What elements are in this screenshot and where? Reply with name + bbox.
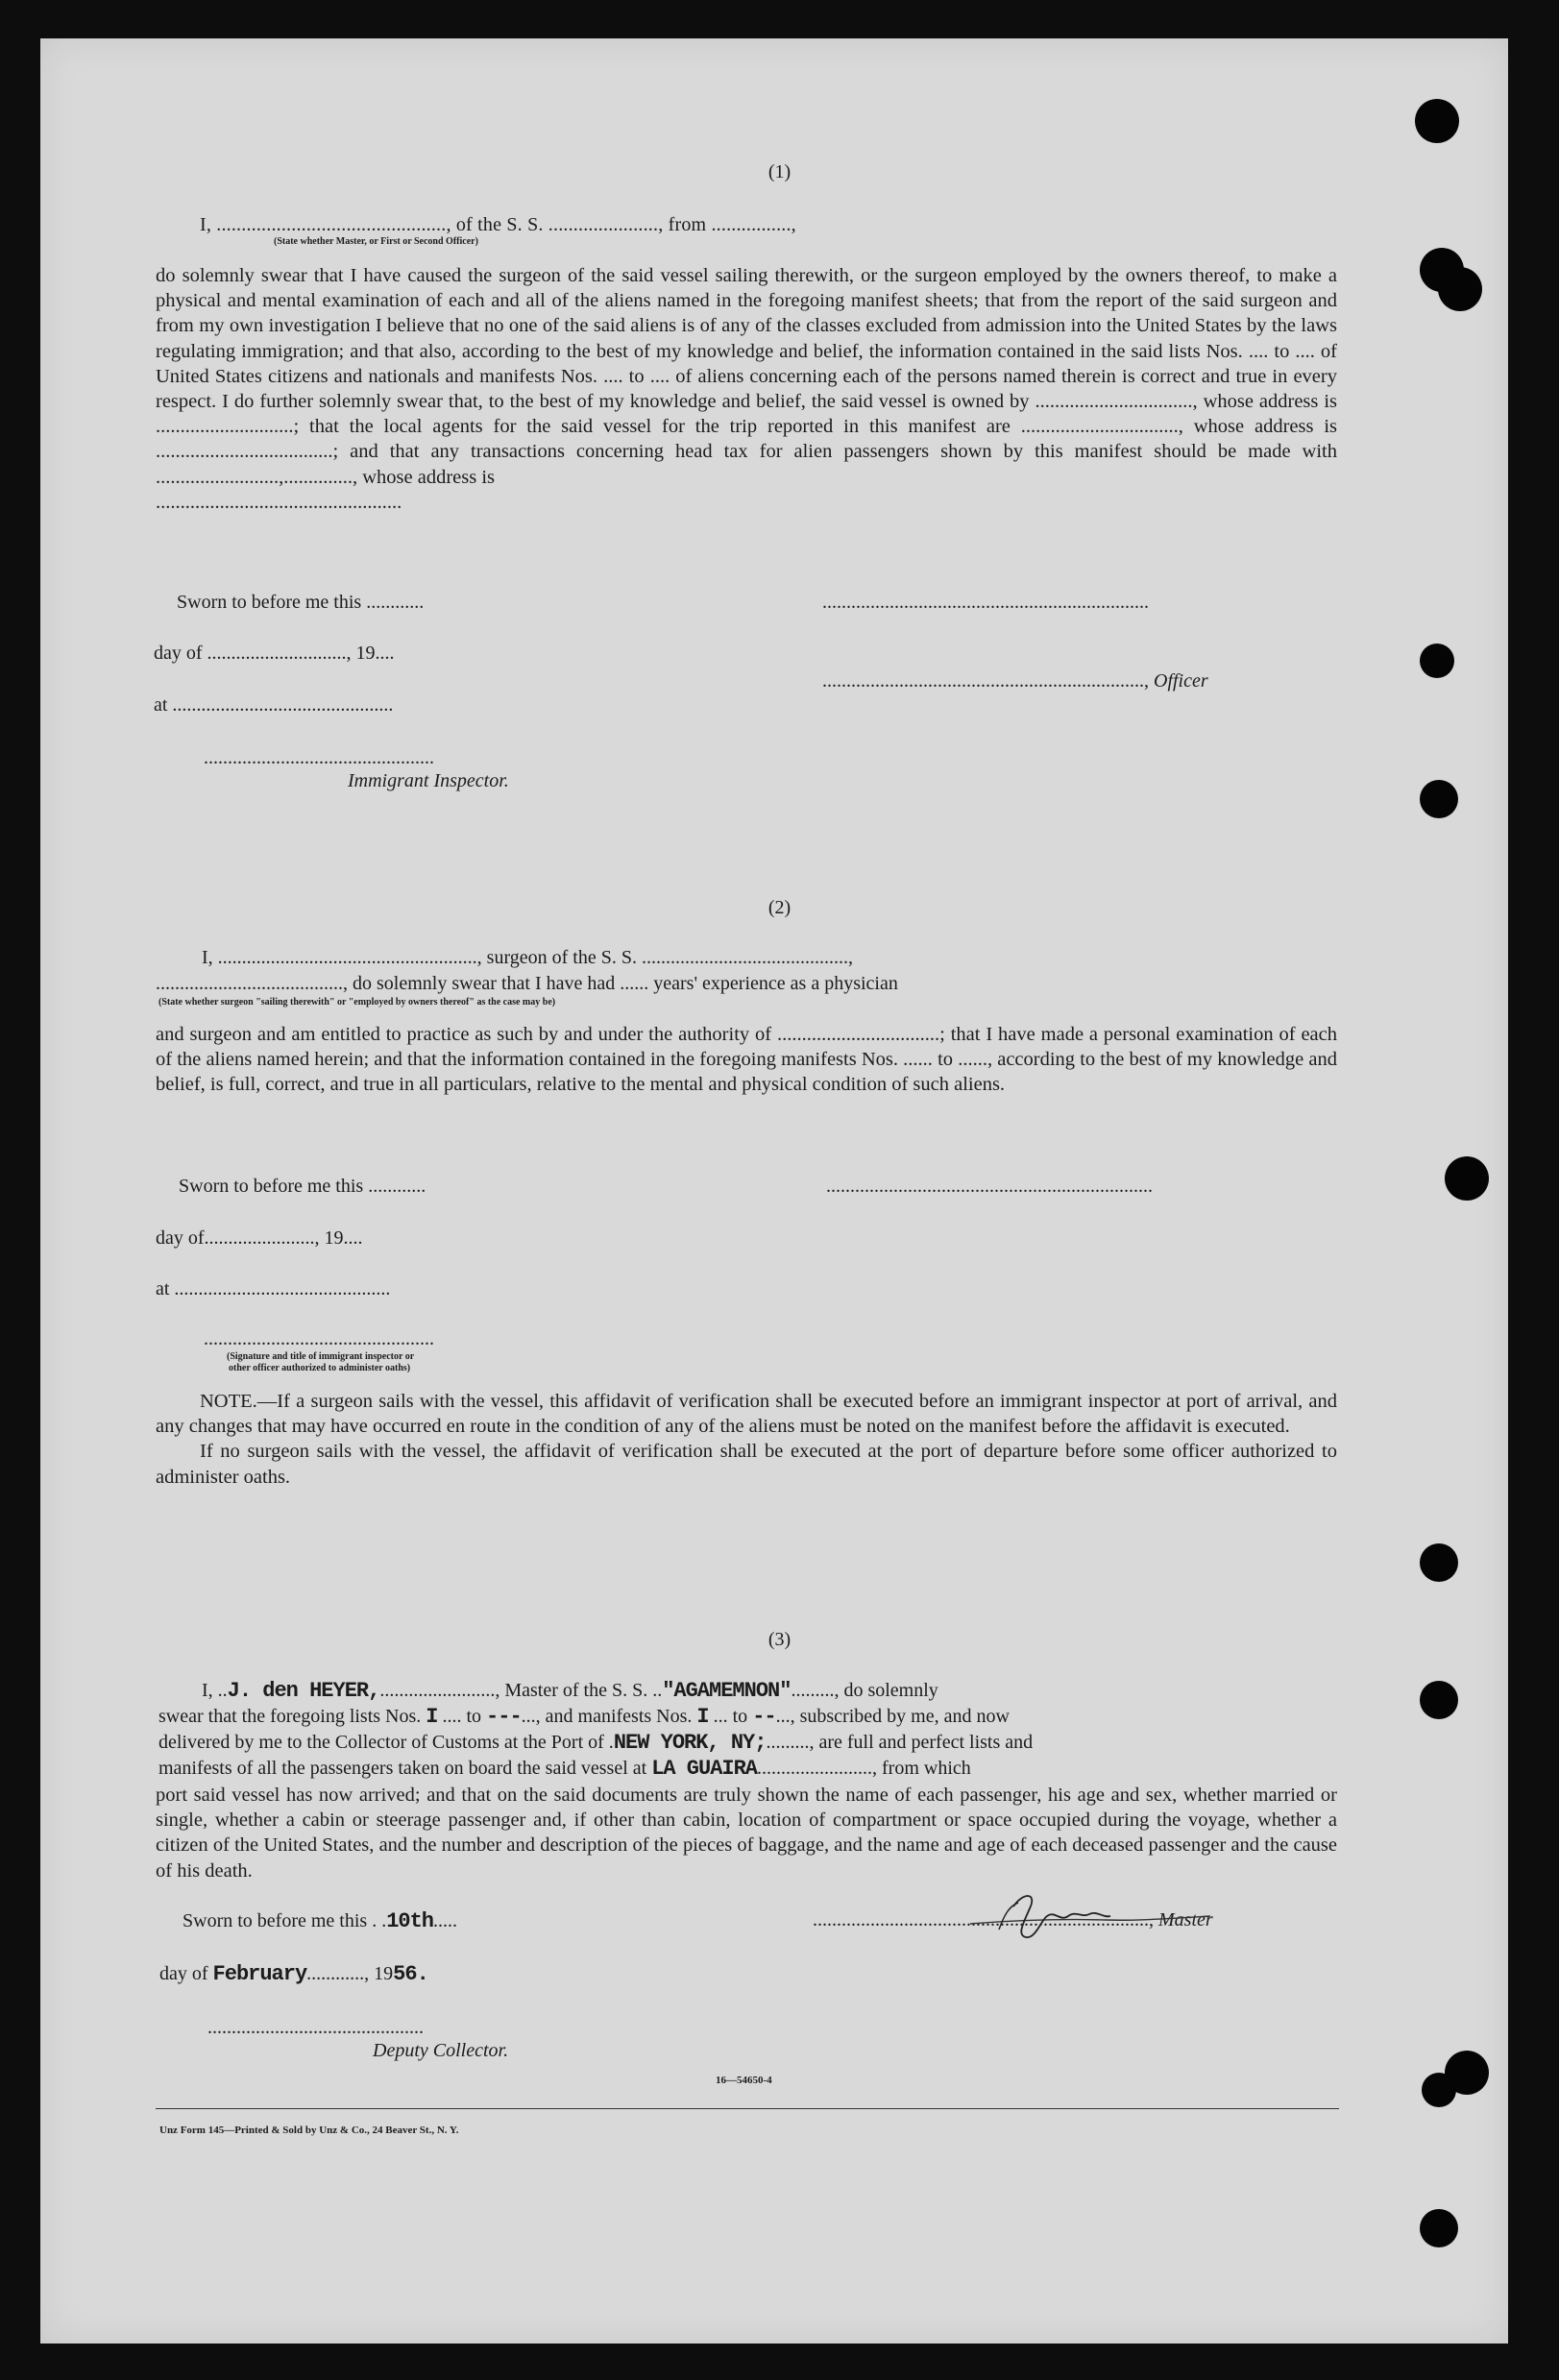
punch-hole — [1420, 644, 1454, 678]
at-line: at ............................................. — [156, 1278, 391, 1299]
departure-line: manifests of all the passengers taken on board the said vessel at LA GUAIRA........................, from which — [158, 1757, 971, 1781]
lists-line: swear that the foregoing lists Nos. I .... to ---..., and manifests Nos. I ... to --..., subscribed by me, and now — [158, 1705, 1010, 1729]
master-name: J. den HEYER, — [227, 1679, 380, 1703]
collector-signature: ............................................. — [207, 2017, 424, 2038]
section-number: (1) — [767, 161, 792, 182]
master-officer-line: I, .............................................., of the S. S. ......................, from ................, — [200, 214, 796, 235]
punch-hole — [1422, 2073, 1456, 2107]
field-note: (State whether surgeon "sailing therewith" or "employed by owners thereof" as the case may be) — [158, 997, 556, 1008]
at-line: at .............................................. — [154, 694, 394, 716]
oath-paragraph: do solemnly swear that I have caused the surgeon of the said vessel sailing therewith, or the surgeon employed by the owners thereof, to make a physical and mental examination of each and all of the aliens named in the foregoing manifest sheets; that from the report of the said surgeon and from my own investigation I believe that no one of the said aliens is of any of the classes excluded from admission into the United States by the laws regulating immigration; and that also, according to the best of my knowledge and belief, the information contained in the said lists Nos. .... to .... of United States citizens and nationals and manifests Nos. .... to .... of aliens concerning each of the persons named therein is correct and true in every respect. I do further solemnly swear that, to the best of my knowledge and belief, the said vessel is owned by ................................, whose address is ............................; that the local agents for the said vessel for the trip reported in this manifest are ................................, whose address is ....................................; and that any transactions concerning head tax for alien passengers shown by this manifest should be made with .........................,.............., whose address is .................................................. — [156, 265, 1337, 513]
punch-hole — [1445, 1156, 1489, 1201]
day-line: day of February............, 1956. — [159, 1962, 428, 1986]
year: 56. — [393, 1962, 428, 1986]
ship-name: "AGAMEMNON" — [662, 1679, 792, 1703]
sworn-line: Sworn to before me this . .10th..... — [183, 1909, 457, 1933]
officer-line: ..................................................................., Officer — [822, 670, 1208, 692]
signature-line: .................................................................... — [822, 592, 1149, 613]
surgeon-swear-line: ......................................., do solemnly swear that I have had ...... years' experience as a physician — [156, 973, 898, 994]
field-note: other officer authorized to administer oaths) — [229, 1363, 411, 1373]
master-signature — [961, 1887, 1230, 1945]
sworn-line: Sworn to before me this ............ — [177, 592, 425, 613]
note-paragraph: NOTE.—If a surgeon sails with the vessel, this affidavit of verification shall be executed before an immigrant inspector at port of arrival, and any changes that may have occurred en route in the condition of any of the aliens must be noted on the manifest before the affidavit is executed. If no surgeon sails with the vessel, the affidavit of verification shall be executed at the port of departure before some officer authorized to administer oaths. — [156, 1391, 1337, 1488]
officer-label: Officer — [1154, 670, 1208, 692]
punch-hole — [1420, 1681, 1458, 1719]
punch-hole — [1420, 1543, 1458, 1582]
footer-rule — [156, 2108, 1339, 2109]
field-note: (Signature and title of immigrant inspector or — [227, 1351, 415, 1362]
master-line: I, ..J. den HEYER,........................, Master of the S. S. .."AGAMEMNON"........., do solemnly — [202, 1679, 938, 1703]
signature-line: .................................................................... — [826, 1176, 1153, 1197]
punch-hole — [1438, 267, 1482, 311]
day-line: day of......................., 19.... — [156, 1227, 363, 1249]
sworn-day: 10th — [386, 1909, 433, 1933]
punch-hole — [1415, 99, 1459, 143]
punch-hole — [1420, 2209, 1458, 2247]
printer-imprint: Unz Form 145—Printed & Sold by Unz & Co., 24 Beaver St., N. Y. — [159, 2125, 459, 2136]
master-signature-line: ......................................................................, Master — [813, 1909, 1213, 1931]
field-note: (State whether Master, or First or Second Officer) — [274, 236, 478, 247]
sworn-line: Sworn to before me this ............ — [179, 1176, 426, 1197]
surgeon-line: I, ......................................................, surgeon of the S. S. ..........................................., — [202, 947, 853, 968]
month: February — [212, 1962, 307, 1986]
inspector-signature: ................................................ — [204, 747, 434, 768]
inspector-label: Immigrant Inspector. — [348, 770, 509, 791]
port-line: delivered by me to the Collector of Customs at the Port of .NEW YORK, NY;........., are full and perfect lists and — [158, 1731, 1034, 1755]
master-label: Master — [1158, 1909, 1213, 1931]
punch-hole — [1420, 780, 1458, 818]
arrival-port: NEW YORK, NY; — [613, 1731, 767, 1755]
day-line: day of ............................., 19.... — [154, 643, 395, 664]
master-paragraph: port said vessel has now arrived; and that on the said documents are truly shown the name of each passenger, his age and sex, whether married or single, whether a cabin or steerage passenger and, if other than cabin, location of compartment or space occupied during the voyage, whether a citizen of the United States, and the number and description of the pieces of baggage, and the name and age of each deceased passenger and the cause of his death. — [156, 1785, 1337, 1882]
section-number: (3) — [767, 1629, 792, 1650]
section-number: (2) — [767, 897, 792, 918]
departure-port: LA GUAIRA — [651, 1757, 758, 1781]
officer-signature: ................................................ — [204, 1328, 434, 1349]
surgeon-paragraph: and surgeon and am entitled to practice as such by and under the authority of .................................; that I have made a personal examination of each of the aliens named herein; and that the information contained in the foregoing manifests Nos. ...... to ......, according to the best of my knowledge and belief, is full, correct, and true in all particulars, relative to the mental and physical condition of such aliens. — [156, 1024, 1337, 1096]
collector-label: Deputy Collector. — [373, 2040, 509, 2061]
form-code: 16—54650-4 — [716, 2075, 772, 2086]
